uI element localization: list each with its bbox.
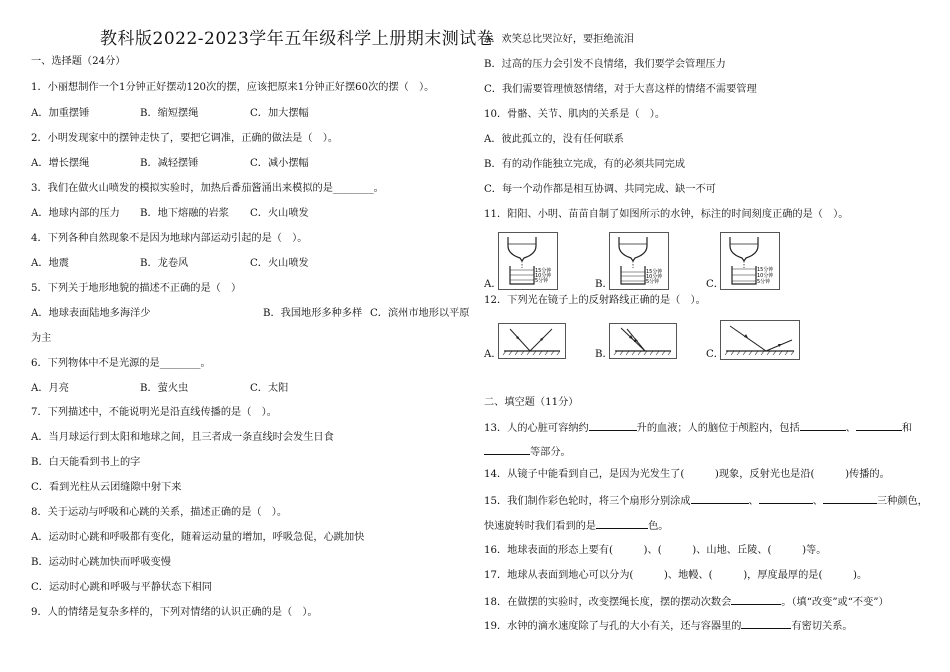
question-6: 6．下列物体中不是光源的是________。 [31, 358, 211, 369]
answer-blank[interactable] [691, 493, 749, 504]
question-7-option-b: B．白天能看到书上的字 [31, 457, 141, 468]
option-c: C．减小摆幅 [250, 158, 309, 169]
option-c: C．太阳 [250, 383, 289, 394]
answer-blank[interactable] [741, 618, 791, 629]
question-18 [484, 594, 889, 610]
question-4: 4．下列各种自然现象不是因为地球内部运动引起的是（ ）。 [31, 233, 308, 244]
water-clock-diagram [498, 232, 558, 290]
question-text: 色。 [648, 521, 669, 532]
question-5-continuation: 为主 [31, 333, 52, 344]
answer-blank[interactable] [823, 493, 877, 504]
question-14: 14．从镜子中能看到自己，是因为光发生了( )现象，反射光也是沿( )传播的。 [484, 469, 890, 480]
option-a: A．地球内部的压力 [31, 208, 120, 219]
answer-blank[interactable] [589, 420, 637, 431]
question-text: 三种颜色， [876, 496, 928, 507]
question-10-option-c: C．每一个动作都是相互协调、共同完成、缺一不可 [484, 184, 716, 195]
question-17: 17．地球从表面到地心可以分为( )、地幔、( )，厚度最厚的是( )。 [484, 570, 868, 581]
water-clock-figure-b [609, 232, 669, 290]
answer-blank[interactable] [596, 518, 648, 529]
question-1: 1．小丽想制作一个1分钟正好摆动120次的摆，应该把原来1分钟正好摆60次的摆（ ）。 [31, 82, 435, 93]
reflection-diagram [720, 320, 800, 360]
question-text: 、 [845, 423, 856, 434]
tick-label: 15分钟 [646, 269, 663, 275]
option-b: B．缩短摆绳 [140, 108, 199, 119]
question-13 [484, 420, 912, 436]
question-3: 3．我们在做火山喷发的模拟实验时，加热后番茄酱涌出来模拟的是________。 [31, 183, 384, 194]
section-heading: 二、填空题（11分） [484, 397, 579, 408]
question-12: 12．下列光在镜子上的反射路线正确的是（ ）。 [484, 295, 706, 306]
question-10: 10．骨骼、关节、肌肉的关系是（ ）。 [484, 109, 666, 120]
water-clock-figure-c [720, 232, 780, 290]
page-title: 教科版2022-2023学年五年级科学上册期末测试卷 [100, 29, 495, 49]
question-text: 19．水钟的滴水速度除了与孔的大小有关，还与容器里的 [484, 621, 742, 632]
tick-label: 15分钟 [535, 268, 552, 274]
question-text: 13．人的心脏可容纳约 [484, 423, 589, 434]
question-text: 。（填“改变”或“不变”） [781, 597, 889, 608]
figure-label-b: B． [595, 349, 613, 360]
question-15-continuation [484, 518, 668, 534]
figure-label-c: C． [706, 349, 724, 360]
tick-label: 5分钟 [646, 279, 660, 285]
question-11: 11．阳阳、小明、苗苗自制了如图所示的水钟，标注的时间刻度正确的是（ ）。 [484, 209, 849, 220]
question-16: 16．地球表面的形态上要有( )、( )、山地、丘陵、( )等。 [484, 545, 827, 556]
question-15 [484, 493, 928, 509]
tick-label: 10分钟 [646, 274, 663, 280]
figure-label-a: A． [484, 279, 502, 290]
figure-label-c: C． [706, 279, 724, 290]
question-13-continuation [484, 444, 571, 460]
answer-blank[interactable] [856, 420, 902, 431]
tick-label: 15分钟 [757, 267, 774, 273]
figure-label-a: A． [484, 349, 502, 360]
option-a: A．地震 [31, 258, 69, 269]
question-8: 8．关于运动与呼吸和心跳的关系，描述正确的是（ ）。 [31, 507, 288, 518]
tick-label: 10分钟 [535, 273, 552, 279]
option-a: A．月亮 [31, 383, 69, 394]
question-8-option-a: A．运动时心跳和呼吸都有变化，随着运动量的增加，呼吸急促，心跳加快 [31, 532, 365, 543]
option-c: C．火山喷发 [250, 258, 309, 269]
option-c: C．火山喷发 [250, 208, 309, 219]
question-9-option-c: C．我们需要管理愤怒情绪，对于大喜这样的情绪不需要管理 [484, 84, 757, 95]
option-b: B．萤火虫 [140, 383, 189, 394]
reflection-diagram [498, 323, 566, 359]
question-2: 2．小明发现家中的摆钟走快了，要把它调准，正确的做法是（ ）。 [31, 133, 339, 144]
option-b: B．减轻摆锤 [140, 158, 199, 169]
question-text: 等部分。 [530, 447, 571, 458]
water-clock-figure-a [498, 232, 558, 290]
water-clock-diagram [720, 232, 780, 290]
question-19 [484, 618, 853, 634]
question-9: 9．人的情绪是复杂多样的，下列对情绪的认识正确的是（ ）。 [31, 607, 318, 618]
option-a: A．地球表面陆地多海洋少 [31, 308, 151, 319]
reflection-figure-a [498, 323, 566, 359]
option-a: A．增长摆绳 [31, 158, 90, 169]
question-text: 升的血液；人的脑位于颅腔内，包括 [636, 423, 800, 434]
tick-label: 5分钟 [757, 279, 771, 285]
reflection-diagram [609, 323, 677, 359]
question-10-option-a: A．彼此孤立的，没有任何联系 [484, 134, 624, 145]
option-b: B．地下熔融的岩浆 [140, 208, 229, 219]
option-b: B．我国地形多种多样 [263, 308, 363, 319]
question-text: 、 [748, 496, 759, 507]
question-text: 有密切关系。 [791, 621, 853, 632]
question-9-option-a: A．欢笑总比哭泣好，要拒绝流泪 [484, 34, 634, 45]
question-9-option-b: B．过高的压力会引发不良情绪，我们要学会管理压力 [484, 59, 726, 70]
answer-blank[interactable] [484, 444, 530, 455]
tick-label: 5分钟 [535, 278, 549, 284]
question-5: 5．下列关于地形地貌的描述不正确的是（ ） [31, 283, 242, 294]
option-c: C．加大摆幅 [250, 108, 309, 119]
tick-label: 10分钟 [757, 273, 774, 279]
question-text: 18．在做摆的实验时，改变摆绳长度，摆的摆动次数会 [484, 597, 732, 608]
question-7-option-a: A．当月球运行到太阳和地球之间，且三者成一条直线时会发生日食 [31, 432, 334, 443]
question-text: 、 [812, 496, 823, 507]
reflection-figure-b [609, 323, 677, 359]
question-8-option-c: C．运动时心跳和呼吸与平静状态下相同 [31, 582, 212, 593]
option-b: B．龙卷风 [140, 258, 189, 269]
question-text: 15．我们制作彩色轮时，将三个扇形分别涂成 [484, 496, 691, 507]
water-clock-diagram [609, 232, 669, 290]
option-a: A．加重摆锤 [31, 108, 90, 119]
question-7: 7．下列描述中，不能说明光是沿直线传播的是（ ）。 [31, 407, 277, 418]
question-10-option-b: B．有的动作能独立完成，有的必须共同完成 [484, 159, 686, 170]
answer-blank[interactable] [759, 493, 813, 504]
question-text: 和 [901, 423, 913, 434]
answer-blank[interactable] [731, 594, 781, 605]
figure-label-b: B． [595, 279, 613, 290]
answer-blank[interactable] [800, 420, 846, 431]
option-c: C．滨州市地形以平原 [370, 308, 470, 319]
question-text: 快速旋转时我们看到的是 [484, 521, 597, 532]
section-heading: 一、选择题（24分） [31, 56, 126, 67]
reflection-figure-c [720, 320, 800, 360]
question-8-option-b: B．运动时心跳加快而呼吸变慢 [31, 557, 171, 568]
question-7-option-c: C．看到光柱从云团缝隙中射下来 [31, 482, 182, 493]
